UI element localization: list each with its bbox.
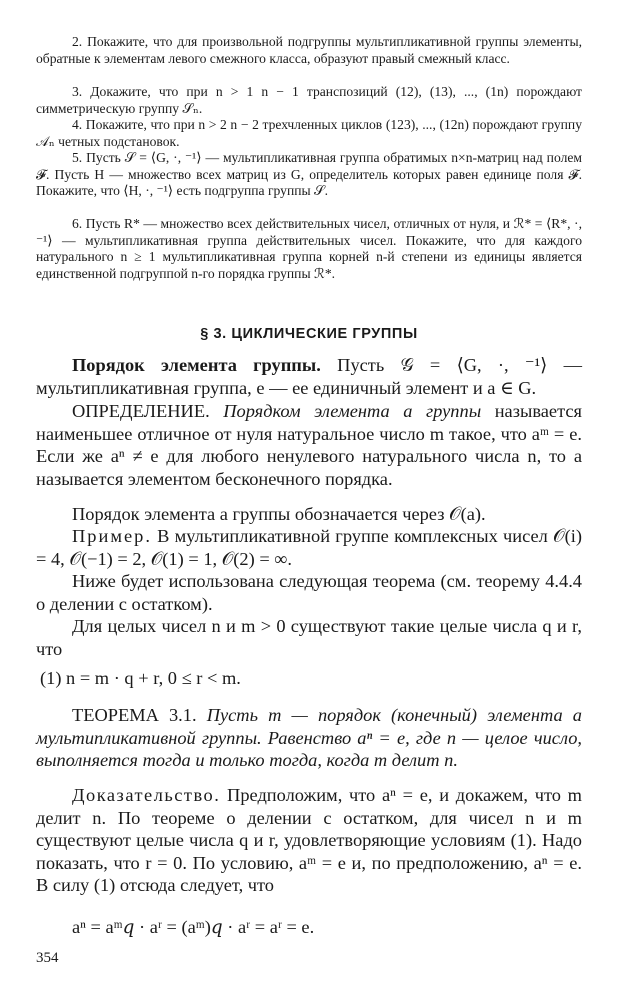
theorem-paragraph: [36, 704, 582, 772]
subsection-paragraph: [36, 354, 582, 399]
formula-1: (1) n = m · q + r, 0 ≤ r < m.: [40, 668, 241, 688]
notation-paragraph: Порядок элемента a группы обозначается через 𝒪(a).: [72, 504, 486, 524]
definition-text: называется наименьшее отличное от нуля натуральное число m такое, что aᵐ = e. Если же aⁿ ≠ e для любого ненулевого натурального числа n, то a называется элементом бесконечного порядка.: [36, 401, 582, 489]
division-statement: Для целых чисел n и m > 0 существуют такие целые числа q и r, что: [36, 616, 582, 659]
theorem-text: Пусть m — порядок (конечный) элемента a мультипликативной группы. Равенство aⁿ = e, где n — целое число, выполняется тогда и только тогда, когда m делит n.: [36, 705, 582, 771]
definition-label: ОПРЕДЕЛЕНИЕ.: [72, 401, 210, 421]
proof-paragraph: [36, 784, 582, 897]
section-title: § 3. ЦИКЛИЧЕСКИЕ ГРУППЫ: [200, 326, 418, 342]
example-label: Пример.: [72, 526, 152, 546]
definition-paragraph: [36, 400, 582, 490]
page-number: 354: [36, 950, 59, 966]
subsection-title: Порядок элемента группы.: [72, 355, 321, 375]
proof-label: Доказательство.: [72, 785, 221, 805]
example-paragraph: [36, 525, 582, 570]
definition-term: Порядком элемента a группы: [223, 401, 482, 421]
exercise-5: 5. Пусть 𝒮 = ⟨G, ·, ⁻¹⟩ — мультипликативная группа обратимых n×n-матриц над полем 𝓕. Пусть H — множество всех матриц из G, определитель которых равен единице поля 𝓕. Покажите, что ⟨H, ·, ⁻¹⟩ есть подгруппа группы 𝒮.: [36, 150, 582, 199]
subsection-text: Пусть 𝒢 = ⟨G, ·, ⁻¹⟩ — мультипликативная группа, e — ее единичный элемент и a ∈ G.: [36, 355, 582, 398]
exercise-4: 4. Покажите, что при n > 2 n − 2 трехчленных циклов (123), ..., (12n) порождают группу 𝒜ₙ четных подстановок.: [36, 117, 582, 149]
formula-2: aⁿ = aᵐ𝑞 · aʳ = (aᵐ)𝑞 · aʳ = aʳ = e.: [72, 917, 315, 937]
exercise-2: 2. Покажите, что для произвольной подгруппы мультипликативной группы элементы, обратные к элементам левого смежного класса, образуют правый смежный класс.: [36, 34, 582, 66]
example-text: В мультипликативной группе комплексных чисел 𝒪(i) = 4, 𝒪(−1) = 2, 𝒪(1) = 1, 𝒪(2) = ∞.: [36, 526, 582, 569]
theorem-label: ТЕОРЕМА 3.1.: [72, 705, 197, 725]
theorem-reference: Ниже будет использована следующая теорема (см. теорему 4.4.4 о делении с остатком).: [36, 571, 582, 614]
exercise-3: 3. Докажите, что при n > 1 n − 1 транспозиций (12), (13), ..., (1n) порождают симметрическую группу 𝒮ₙ.: [36, 84, 582, 116]
exercise-6: 6. Пусть R* — множество всех действительных чисел, отличных от нуля, и ℛ* = ⟨R*, ·, ⁻¹⟩ — мультипликативная группа действительных чисел. Покажите, что для каждого натурального n ≥ 1 мультипликативная группа корней n-й степени из единицы является единственной подгруппой n-го порядка группы ℛ*.: [36, 216, 582, 281]
proof-text: Предположим, что aⁿ = e, и докажем, что m делит n. По теореме о делении с остатком, для чисел n и m существуют целые числа q и r, удовлетворяющие условиям (1). Надо показать, что r = 0. По условию, aᵐ = e и, по предположению, aⁿ = e. В силу (1) отсюда следует, что: [36, 785, 582, 896]
